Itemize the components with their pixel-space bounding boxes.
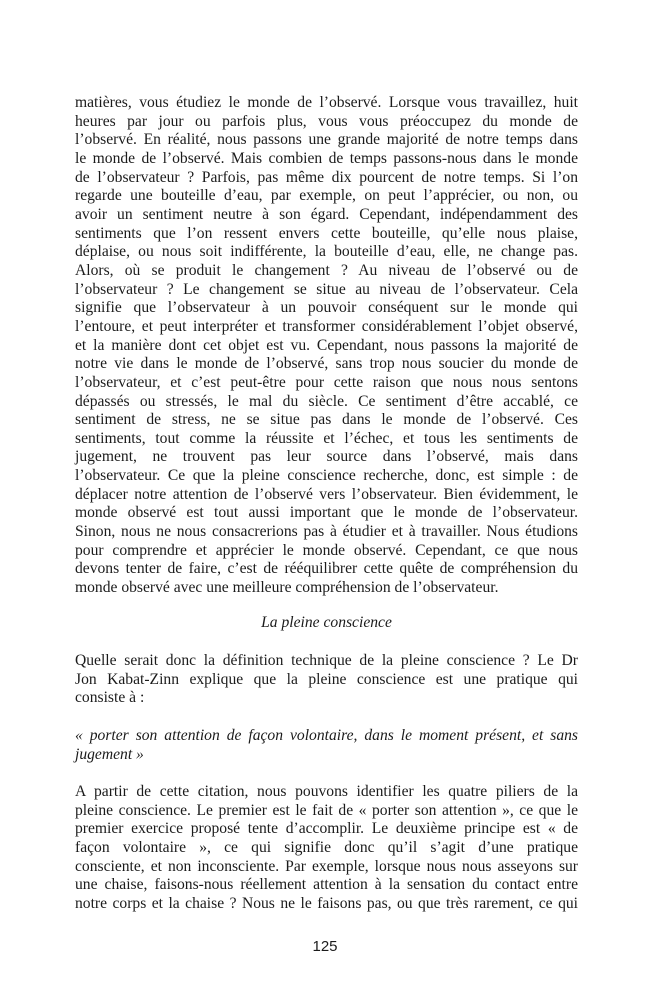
text-line: et la manière dont cet objet est vu. Cependant, nous passons la majorité de bbox=[75, 336, 578, 354]
paragraph-pillars bbox=[75, 783, 578, 914]
text-line: sentiment de stress, ne se situe pas dans le monde de l’observé. Ces bbox=[75, 411, 578, 429]
text-line: A partir de cette citation, nous pouvons identifier les quatre piliers de la bbox=[75, 783, 578, 800]
text-line: devons tenter de faire, c’est de rééquilibrer cette quête de compréhension du bbox=[75, 560, 578, 578]
text-line: notre vie dans le monde de l’observé, sans trop nous soucier du monde de bbox=[75, 355, 578, 373]
paragraph-observer bbox=[75, 94, 578, 598]
text-line: Alors, où se produit le changement ? Au niveau de l’observé ou de bbox=[75, 261, 578, 279]
text-line: l’entoure, et peut interpréter et transformer considérablement l’objet observé, bbox=[75, 317, 578, 335]
text-line: de l’observateur ? Parfois, pas même dix pourcent de notre temps. Si l’on bbox=[75, 168, 578, 186]
text-line: déplacer notre attention de l’observé vers l’observateur. Bien évidemment, le bbox=[75, 485, 578, 503]
text-line: pleine conscience. Le premier est le fait de « porter son attention », ce que le bbox=[75, 801, 578, 819]
text-line: sentiments, tout comme la réussite et l’échec, et tous les sentiments de bbox=[75, 429, 578, 447]
text-line: l’observateur. Ce que la pleine conscience recherche, donc, est simple : de bbox=[75, 467, 578, 485]
page-number: 125 bbox=[312, 938, 338, 955]
text-line: consciente, et non inconsciente. Par exemple, lorsque nous nous asseyons sur bbox=[75, 857, 578, 875]
text-line: monde observé est tout aussi important que le monde de l’observateur. bbox=[75, 504, 578, 522]
text-line: regarde une bouteille d’eau, par exemple, on peut l’apprécier, ou non, ou bbox=[75, 187, 578, 205]
text-line: l’observateur ? Le changement se situe au niveau de l’observateur. Cela bbox=[75, 280, 578, 298]
text-line: consiste à : bbox=[75, 689, 145, 707]
text-line: Quelle serait donc la définition technique de la pleine conscience ? Le Dr bbox=[75, 652, 578, 669]
paragraph-definition bbox=[75, 652, 578, 708]
text-line: dépassés ou stressés, le mal du siècle. Ce sentiment d’être accablé, ce bbox=[75, 392, 578, 410]
text-line: monde observé avec une meilleure compréhension de l’observateur. bbox=[75, 579, 499, 597]
text-line: une chaise, faisons-nous réellement attention à la sensation du contact entre bbox=[75, 876, 578, 894]
text-line: déplaise, ou nous soit indifférente, la bouteille d’eau, elle, ne change pas. bbox=[75, 243, 578, 261]
text-line: l’observateur, et c’est peut-être pour cette raison que nous nous sentons bbox=[75, 373, 578, 391]
section-heading: La pleine conscience bbox=[261, 614, 392, 631]
text-line: heures par jour ou parfois plus, vous vous préoccupez du monde de bbox=[75, 112, 578, 130]
text-line: sentiments que l’on ressent envers cette bouteille, qu’elle nous plaise, bbox=[75, 224, 578, 242]
text-line: l’observé. En réalité, nous passons une grande majorité de notre temps dans bbox=[75, 131, 578, 149]
text-line: jugement » bbox=[75, 745, 144, 763]
text-line: jugement, ne trouvent pas leur source dans l’observé, mais dans bbox=[75, 448, 578, 466]
text-line: Sinon, nous ne nous consacrerions pas à étudier et à travailler. Nous étudions bbox=[75, 523, 578, 541]
quote-kabat-zinn bbox=[75, 727, 578, 764]
text-line: « porter son attention de façon volontaire, dans le moment présent, et sans bbox=[75, 727, 578, 744]
text-line: le monde de l’observé. Mais combien de temps passons-nous dans le monde bbox=[75, 149, 578, 167]
text-line: façon volontaire », ce qui signifie donc qu’il s’agit d’une pratique bbox=[75, 838, 578, 856]
text-line: avoir un sentiment neutre à son égard. Cependant, indépendamment des bbox=[75, 205, 578, 223]
text-line: pour comprendre et apprécier le monde observé. Cependant, ce que nous bbox=[75, 541, 578, 559]
text-line: premier exercice proposé tente d’accomplir. Le deuxième principe est « de bbox=[75, 820, 578, 838]
text-line: matières, vous étudiez le monde de l’observé. Lorsque vous travaillez, huit bbox=[75, 94, 578, 111]
text-line: notre corps et la chaise ? Nous ne le faisons pas, ou que très rarement, ce qui bbox=[75, 894, 578, 912]
text-line: signifie que l’observateur à un pouvoir conséquent sur le monde qui bbox=[75, 299, 578, 317]
text-line: Jon Kabat-Zinn explique que la pleine conscience est une pratique qui bbox=[75, 670, 578, 688]
